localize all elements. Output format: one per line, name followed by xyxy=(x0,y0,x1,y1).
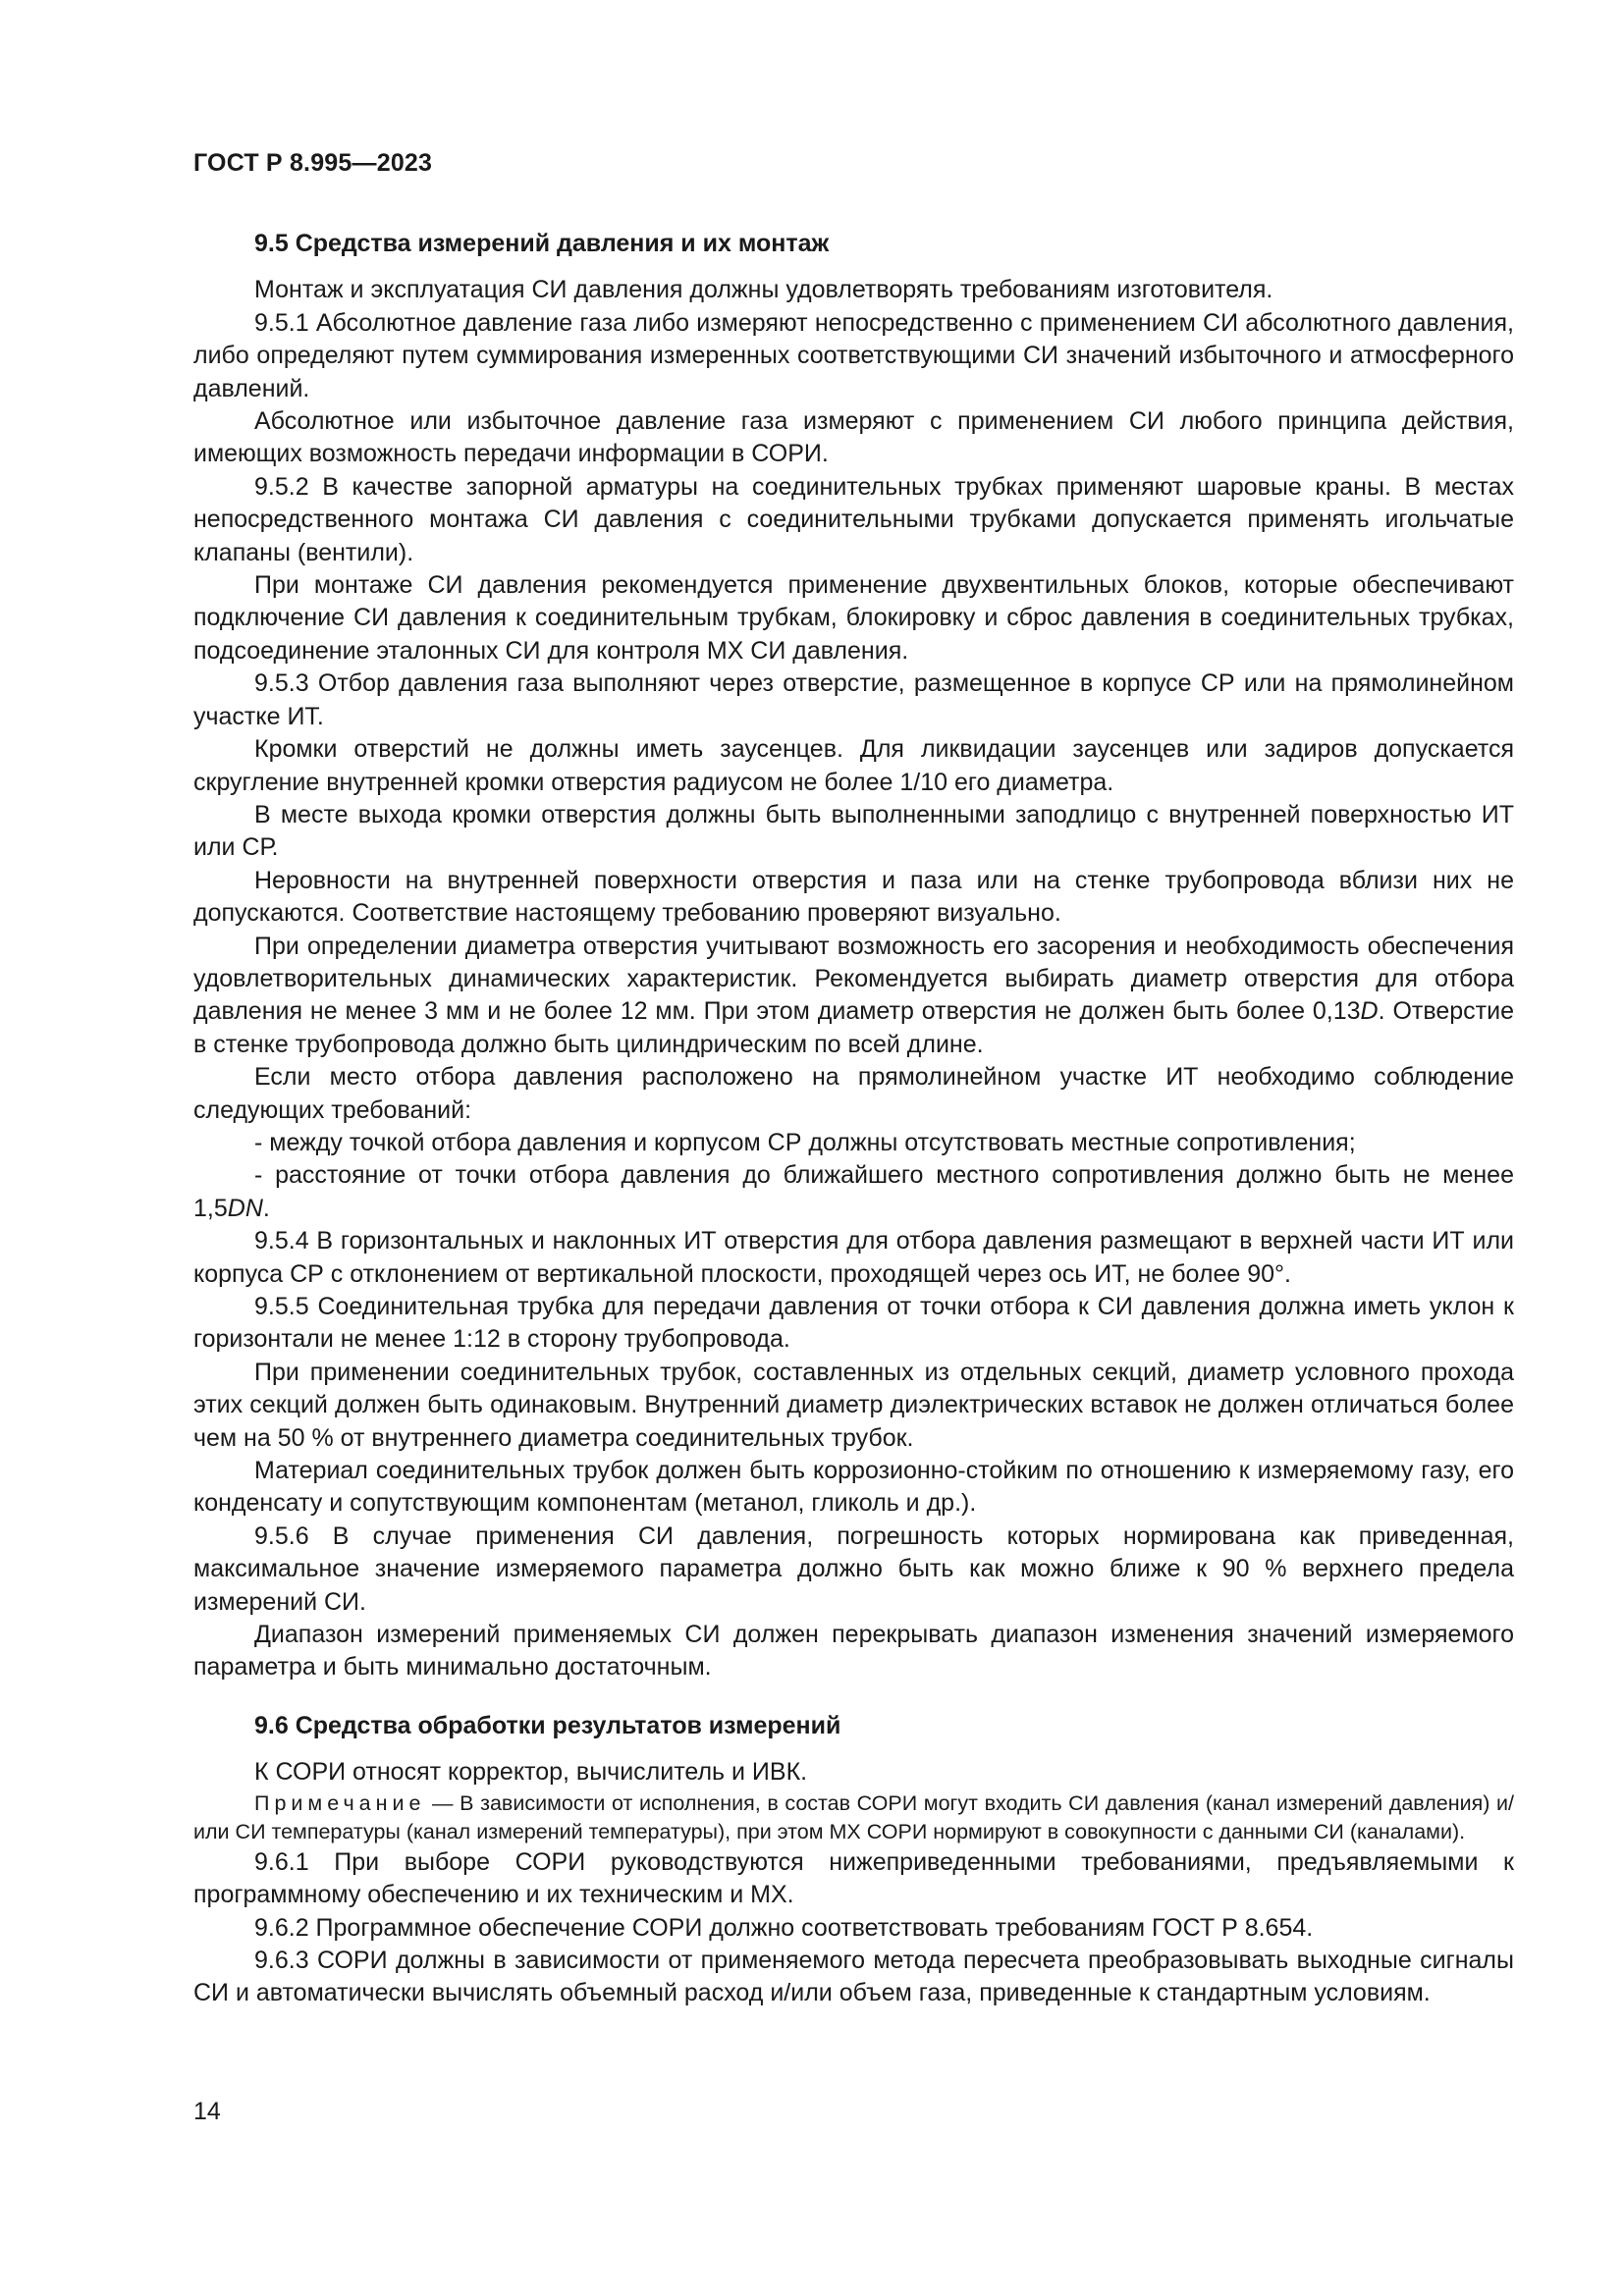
document-header-standard: ГОСТ Р 8.995—2023 xyxy=(193,149,433,177)
paragraph: 9.5.5 Соединительная трубка для передачи давления от точки отбора к СИ давления должна иметь уклон к горизонтали не менее 1:12 в сторону трубопровода. xyxy=(193,1293,1514,1354)
page-number: 14 xyxy=(193,2098,221,2125)
paragraph: При применении соединительных трубок, составленных из отдельных секций, диаметр условного прохода этих секций должен быть одинаковым. Внутренний диаметр диэлектрических вставок не должен отличаться более чем на 50 % от внутреннего диаметра соединительных трубок. xyxy=(193,1358,1514,1452)
paragraph: К СОРИ относят корректор, вычислитель и ИВК. xyxy=(254,1758,808,1787)
paragraph: В месте выхода кромки отверстия должны быть выполненными заподлицо с внутренней поверхностью ИТ или СР. xyxy=(193,800,1514,862)
note xyxy=(193,1789,1514,1846)
symbol-d: D xyxy=(1360,997,1379,1026)
paragraph: 9.5.4 В горизонтальных и наклонных ИТ отверстия для отбора давления размещают в верхней части ИТ или корпуса СР с отклонением от вертикальной плоскости, проходящей через ось ИТ, не более 90°. xyxy=(193,1227,1514,1288)
note-text: — В зависимости от исполнения, в состав СОРИ могут входить СИ давления (канал измерений давления) и/или СИ температуры (канал измерений температуры), при этом МХ СОРИ нормируют в совокупности с данными СИ (каналами). xyxy=(193,1790,1514,1843)
paragraph: 9.6.3 СОРИ должны в зависимости от применяемого метода пересчета преобразовывать выходные сигналы СИ и автоматически вычислять объемный расход и/или объем газа, приведенные к стандартным условиям. xyxy=(193,1946,1514,2007)
paragraph: 9.5.6 В случае применения СИ давления, погрешность которых нормирована как приведенная, максимальное значение измеряемого параметра должно быть как можно ближе к 90 % верхнего предела измерений СИ. xyxy=(193,1522,1514,1616)
paragraph: 9.5.3 Отбор давления газа выполняют через отверстие, размещенное в корпусе СР или на прямолинейном участке ИТ. xyxy=(193,669,1514,730)
paragraph-text: При определении диаметра отверстия учитывают возможность его засорения и необходимость обеспечения удовлетворительных динамических характеристик. Рекомендуется выбирать диаметр отверстия для отбора давления не менее 3 мм и не более 12 мм. При этом диаметр отверстия не должен быть более 0,13 xyxy=(193,932,1514,1026)
list-item-text: - расстояние от точки отбора давления до ближайшего местного сопротивления должно быть не менее 1,5 xyxy=(193,1161,1514,1222)
paragraph: Монтаж и эксплуатация СИ давления должны удовлетворять требованиям изготовителя. xyxy=(254,276,1273,304)
paragraph: 9.5.2 В качестве запорной арматуры на соединительных трубках применяют шаровые краны. В местах непосредственного монтажа СИ давления с соединительными трубками допускается применять игольчатые клапаны (вентили). xyxy=(193,472,1514,566)
paragraph: Неровности на внутренней поверхности отверстия и паза или на стенке трубопровода вблизи них не допускаются. Соответствие настоящему требованию проверяют визуально. xyxy=(193,866,1514,928)
paragraph: Кромки отверстий не должны иметь заусенцев. Для ликвидации заусенцев или задиров допускается скругление внутренней кромки отверстия радиусом не более 1/10 его диаметра. xyxy=(193,735,1514,796)
paragraph: Абсолютное или избыточное давление газа измеряют с применением СИ любого принципа действия, имеющих возможность передачи информации в СОРИ. xyxy=(193,407,1514,468)
paragraph: Диапазон измерений применяемых СИ должен перекрывать диапазон изменения значений измеряемого параметра и быть минимально достаточным. xyxy=(193,1621,1514,1682)
note-label: Примечание xyxy=(254,1790,426,1815)
section-9-6-heading: 9.6 Средства обработки результатов измерений xyxy=(254,1711,841,1739)
paragraph: Если место отбора давления расположено на прямолинейном участке ИТ необходимо соблюдение следующих требований: xyxy=(193,1063,1514,1124)
paragraph: 9.6.1 При выборе СОРИ руководствуются нижеприведенными требованиями, предъявляемыми к программному обеспечению и их техническим и МХ. xyxy=(193,1847,1514,1909)
paragraph-text: . Отверстие в стенке трубопровода должно быть цилиндрическим по всей длине. xyxy=(193,997,1514,1058)
document-body xyxy=(193,228,1514,2010)
list-item xyxy=(193,1159,1514,1225)
symbol-dn: DN xyxy=(227,1194,263,1222)
paragraph: При монтаже СИ давления рекомендуется применение двухвентильных блоков, которые обеспечивают подключение СИ давления к соединительным трубкам, блокировку и сброс давления в соединительных трубках, подсоединение эталонных СИ для контроля МХ СИ давления. xyxy=(193,571,1514,665)
list-item: - между точкой отбора давления и корпусом СР должны отсутствовать местные сопротивления; xyxy=(254,1128,1356,1156)
section-9-5-heading: 9.5 Средства измерений давления и их монтаж xyxy=(254,230,830,257)
paragraph-hole-diameter xyxy=(193,931,1514,1062)
paragraph: 9.6.2 Программное обеспечение СОРИ должно соответствовать требованиям ГОСТ Р 8.654. xyxy=(254,1913,1314,1942)
paragraph: 9.5.1 Абсолютное давление газа либо измеряют непосредственно с применением СИ абсолютного давления, либо определяют путем суммирования измеренных соответствующими СИ значений избыточного и атмосферного давлений. xyxy=(193,308,1514,402)
list-item-text: . xyxy=(262,1194,270,1222)
paragraph: Материал соединительных трубок должен быть коррозионно-стойким по отношению к измеряемому газу, его конденсату и сопутствующим компонентам (метанол, гликоль и др.). xyxy=(193,1457,1514,1518)
